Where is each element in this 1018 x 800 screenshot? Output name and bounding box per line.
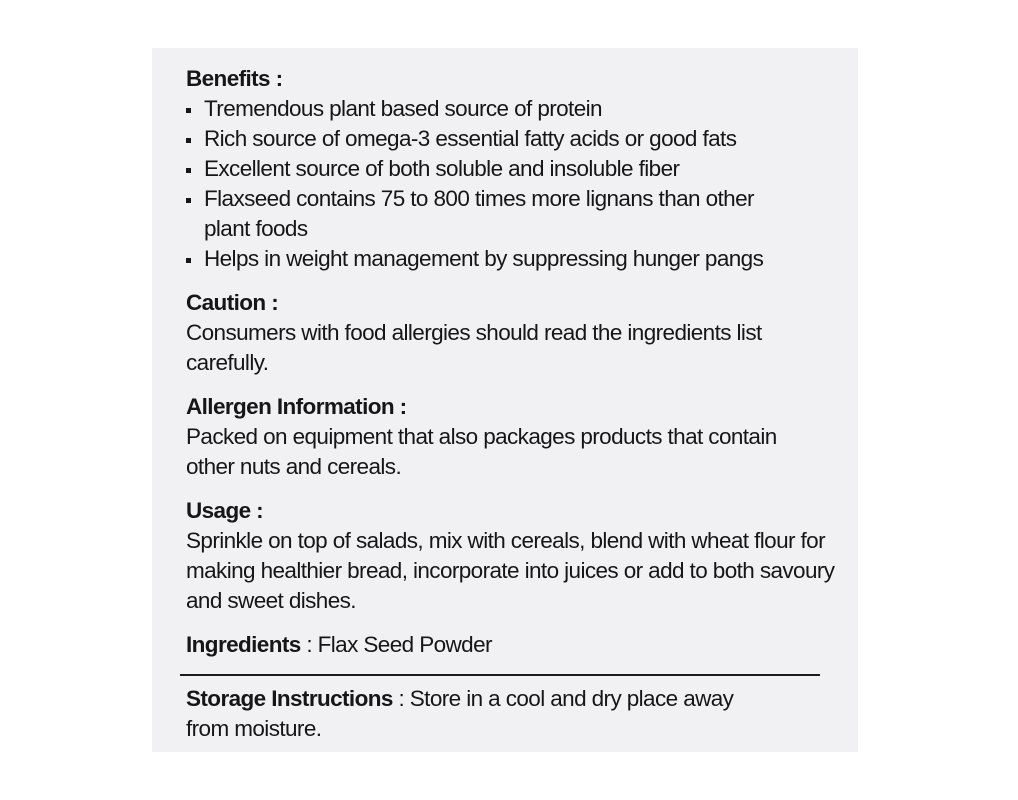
- benefit-text: Excellent source of both soluble and insoluble fiber: [204, 156, 680, 181]
- benefit-item: [186, 124, 838, 154]
- ingredients-separator: :: [300, 632, 318, 657]
- bullet-icon: [186, 108, 191, 113]
- benefit-item: [186, 244, 838, 274]
- bullet-icon: [186, 198, 191, 203]
- benefit-text: Tremendous plant based source of protein: [204, 96, 602, 121]
- benefit-text: Helps in weight management by suppressing hunger pangs: [204, 246, 764, 271]
- benefit-item: [186, 154, 838, 184]
- bullet-icon: [186, 138, 191, 143]
- usage-heading: Usage :: [186, 498, 264, 523]
- ingredients-line: [186, 630, 838, 660]
- storage-separator: :: [392, 686, 410, 711]
- bullet-icon: [186, 258, 191, 263]
- usage-section: [186, 496, 838, 616]
- caution-heading: Caution :: [186, 290, 279, 315]
- benefit-text: Flaxseed contains 75 to 800 times more lignans than other plant foods: [204, 186, 754, 241]
- allergen-section: [186, 392, 838, 482]
- benefits-section: [186, 64, 838, 274]
- caution-text: Consumers with food allergies should read the ingredients list carefully.: [186, 320, 762, 375]
- benefit-item: [186, 184, 838, 244]
- storage-value: Store in a cool and dry place away from moisture.: [186, 686, 734, 741]
- section-divider: [180, 674, 820, 676]
- product-label-panel: [152, 48, 858, 752]
- allergen-heading: Allergen Information :: [186, 394, 407, 419]
- benefit-text: Rich source of omega-3 essential fatty acids or good fats: [204, 126, 737, 151]
- storage-line: [186, 684, 838, 744]
- benefit-item: [186, 94, 838, 124]
- ingredients-label: Ingredients: [186, 632, 301, 657]
- bullet-icon: [186, 168, 191, 173]
- usage-text: Sprinkle on top of salads, mix with cereals, blend with wheat flour for making healthier bread, incorporate into juices or add to both savoury and sweet dishes.: [186, 528, 835, 613]
- allergen-text: Packed on equipment that also packages products that contain other nuts and cereals.: [186, 424, 777, 479]
- benefits-list: [186, 94, 838, 274]
- ingredients-value: Flax Seed Powder: [317, 632, 492, 657]
- storage-label: Storage Instructions: [186, 686, 393, 711]
- benefits-heading: Benefits :: [186, 66, 283, 91]
- caution-section: [186, 288, 838, 378]
